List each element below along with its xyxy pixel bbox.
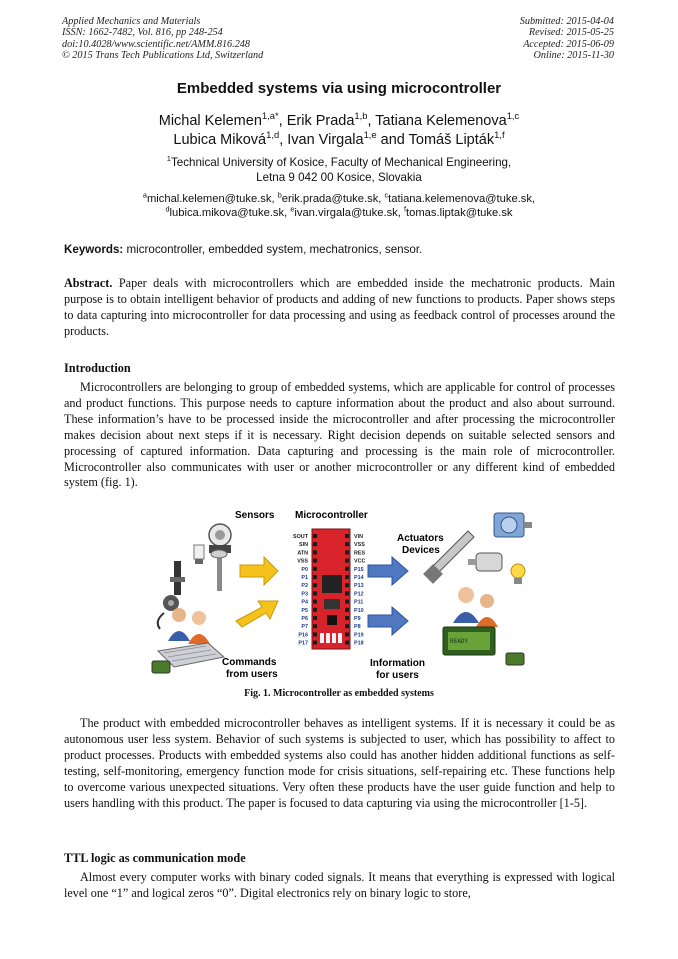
issn-line: ISSN: 1662-7482, Vol. 816, pp 248-254 — [62, 27, 223, 39]
pin — [345, 624, 349, 628]
user-icon — [453, 587, 479, 623]
pin-label: P19 — [354, 632, 364, 639]
email-link[interactable]: tomas.liptak@tuke.sk — [406, 207, 513, 219]
figure-diagram — [146, 503, 538, 683]
pin — [313, 542, 317, 546]
pin-label: P1 — [301, 575, 308, 581]
pin — [345, 559, 349, 563]
pin — [345, 550, 349, 554]
sensor-icon — [170, 561, 185, 595]
copyright-line: © 2015 Trans Tech Publications Ltd, Switzerland — [62, 50, 264, 62]
email-link[interactable]: erik.prada@tuke.sk, — [281, 193, 382, 205]
author-name: Ivan Virgala — [287, 132, 364, 148]
label-from-users: from users — [226, 669, 278, 680]
email-link[interactable]: ivan.virgala@tuke.sk, — [294, 207, 401, 219]
keywords-label: Keywords: — [64, 243, 124, 256]
pin-label: P2 — [301, 583, 308, 590]
section-heading-introduction: Introduction — [64, 361, 131, 375]
arrow-icon — [240, 557, 278, 585]
mcu-chip — [327, 615, 337, 625]
label-microcontroller: Microcontroller — [295, 510, 368, 521]
section-heading-ttl: TTL logic as communication mode — [64, 851, 246, 865]
author-sup: 1,e — [363, 129, 377, 141]
pin-label: SIN — [299, 542, 308, 549]
pin — [313, 616, 317, 620]
pin-label: SOUT — [293, 534, 308, 540]
pin-label: P12 — [354, 591, 364, 598]
pin — [313, 600, 317, 604]
keywords — [64, 243, 616, 256]
email-sup: e — [290, 204, 295, 214]
introduction-paragraph-2: The product with embedded microcontroller behaves as intelligent systems. If it is necessary it could be as autonomous user less system. Behavior of such systems is subjected to user, which has possibility to affect to product processes. Products with embedded systems also could has another hidden additional functions as self-testing, self-monitoring, emergency function mode for crisis situations, self-repairing etc. These functions help to overcome various unexpected situations. Very often these products have the user guide function and help to users handling with this product. The paper is focused to data capturing via using the microcontroller [1-5]. — [64, 716, 615, 810]
author-name: Erik Prada — [286, 113, 355, 129]
author-name: Tatiana Kelemenova — [375, 113, 507, 129]
pin — [313, 583, 317, 587]
author-sup: 1,a* — [261, 110, 279, 122]
pin — [345, 616, 349, 620]
affiliation-line2: Letna 9 042 00 Kosice, Slovakia — [256, 170, 422, 184]
pin-label: VIN — [354, 534, 363, 540]
pin — [313, 624, 317, 628]
user-icon — [476, 594, 498, 627]
sensor-icon — [194, 545, 204, 564]
pin-label: VSS — [354, 542, 365, 549]
author-name: Lubica Miková — [173, 132, 267, 148]
lcd-text: READY — [450, 638, 469, 645]
label-commands: Commands — [222, 657, 277, 668]
mcu-chip — [324, 599, 340, 609]
keywords-text: microcontroller, embedded system, mechatronics, sensor. — [126, 243, 423, 256]
accepted-date: Accepted: 2015-06-09 — [523, 38, 614, 50]
author-name: Tomáš Lipták — [408, 132, 495, 148]
label-for-users: for users — [376, 670, 419, 681]
pin — [313, 632, 317, 636]
sensor-icon — [211, 550, 227, 591]
pin — [345, 591, 349, 595]
email-sup: a — [142, 190, 147, 200]
pin-label: P4 — [301, 599, 308, 606]
abstract-text: Paper deals with microcontrollers which are embedded inside the mechatronic products. Main purpose is to obtain intelligent behavior of products and adding of new functions to products. Paper shows steps to data capturing into microcontroller for data processing and using as feedback control of processes around the products. — [64, 276, 616, 338]
doi-line: doi:10.4028/www.scientific.net/AMM.816.248 — [62, 38, 250, 50]
pin — [313, 575, 317, 579]
pin-label: P13 — [354, 583, 364, 590]
introduction-paragraph-1: Microcontrollers are belonging to group of embedded systems, which are applicable for control of processes and product functions. This purpose needs to capture information about the product and also about surround. These information’s have to be processed inside the microcontroller and after processing the microcontroller makes decision about next steps if it is necessary. Right decision depends on suitable selected sensors and processing of captured information. Data capturing and processing is the main role of microcontroller. Microcontroller also communicates with user or another microcontroller or any different kind of embedded system (fig. 1). — [64, 380, 615, 490]
author-name: Michal Kelemen — [158, 113, 262, 129]
dates-header — [520, 16, 614, 62]
pin-label: RES — [354, 550, 366, 557]
pin-label: P6 — [301, 616, 308, 622]
pin-label: P18 — [354, 640, 364, 647]
pin — [345, 608, 349, 612]
journal-header — [62, 16, 263, 62]
author-sup: 1,c — [506, 110, 520, 122]
arrow-icon — [368, 557, 408, 585]
ttl-paragraph-1: Almost every computer works with binary coded signals. It means that everything is expressed with logical level one “1” and logical zeros “0”. Digital electronics rely on binary logic to store, — [64, 870, 615, 900]
pin-label: VSS — [297, 558, 308, 565]
author-and: and — [380, 132, 405, 148]
pin-label: P15 — [354, 566, 364, 573]
pin — [345, 542, 349, 546]
bulb-icon — [511, 564, 525, 584]
email-link[interactable]: tatiana.kelemenova@tuke.sk, — [388, 193, 536, 205]
submitted-date: Submitted: 2015-04-04 — [519, 16, 614, 27]
pin — [345, 567, 349, 571]
pin-label: P0 — [301, 566, 308, 573]
email-list — [0, 192, 678, 220]
pin-label: P10 — [354, 607, 364, 614]
motor-icon — [494, 513, 532, 537]
revised-date: Revised: 2015-05-25 — [528, 27, 614, 39]
online-date: Online: 2015-11-30 — [533, 50, 614, 62]
journal-name: Applied Mechanics and Materials — [62, 16, 201, 27]
label-actuators: Actuators — [397, 533, 444, 544]
author-sup: 1,f — [494, 129, 505, 141]
pin — [313, 641, 317, 645]
affiliation — [0, 156, 678, 185]
pin-label: P16 — [298, 632, 308, 639]
email-link[interactable]: lubica.mikova@tuke.sk, — [169, 207, 288, 219]
abstract-label: Abstract. — [64, 276, 113, 290]
affiliation-line1: Technical University of Kosice, Faculty of Mechanical Engineering, — [170, 156, 512, 169]
figure-caption: Fig. 1. Microcontroller as embedded systems — [244, 688, 434, 699]
label-devices: Devices — [402, 545, 440, 556]
email-sup: d — [165, 204, 170, 214]
pin — [345, 600, 349, 604]
pin — [313, 534, 317, 538]
pin — [313, 550, 317, 554]
author-sup: 1,d — [266, 129, 280, 141]
lcd-display — [443, 627, 495, 655]
pin — [345, 632, 349, 636]
user-icon — [188, 611, 210, 644]
pin-label: P11 — [354, 599, 364, 606]
arrow-icon — [236, 601, 278, 627]
pin — [345, 641, 349, 645]
handheld-icon — [152, 661, 170, 673]
email-sup: f — [403, 204, 407, 214]
email-sup: b — [277, 190, 282, 200]
sensor-icon — [209, 524, 231, 553]
pin-label: P9 — [354, 616, 361, 622]
user-icon — [168, 608, 190, 641]
author-list: Michal Kelemen$^{1,a*}$, Erik Prada$^{1,b}$, Tatiana Kelemenova$^{1,c}$ Lubica Miková$^{1,d}$, Ivan Virgala$^{1,e}$ and Tomáš Lipták$^{1,f}$ — [158, 110, 520, 148]
pin-label: P8 — [354, 624, 361, 631]
mcu-chip — [322, 575, 342, 593]
label-sensors: Sensors — [235, 510, 275, 521]
pin — [313, 559, 317, 563]
pin-label: VCC — [354, 558, 366, 565]
pin — [313, 608, 317, 612]
handheld-icon — [506, 653, 524, 665]
pin — [345, 575, 349, 579]
arrow-icon — [368, 607, 408, 635]
pin — [345, 583, 349, 587]
email-sup: c — [384, 190, 389, 200]
email-link[interactable]: michal.kelemen@tuke.sk, — [146, 193, 275, 205]
pin-label: P5 — [301, 607, 308, 614]
abstract — [64, 276, 615, 340]
pin-label: P17 — [298, 640, 308, 647]
pin-label: ATN — [297, 550, 308, 557]
pin-label: P14 — [354, 575, 364, 581]
pin — [313, 591, 317, 595]
pin-label: P7 — [301, 624, 308, 631]
paper-title: Embedded systems via using microcontroller — [176, 80, 502, 97]
pin — [345, 534, 349, 538]
figure-1 — [146, 503, 538, 683]
dc-motor-icon — [468, 553, 502, 571]
affiliation-sup: 1 — [166, 154, 171, 164]
author-sup: 1,b — [354, 110, 368, 122]
label-information: Information — [370, 658, 425, 669]
pin — [313, 567, 317, 571]
pin-label: P3 — [301, 591, 308, 598]
